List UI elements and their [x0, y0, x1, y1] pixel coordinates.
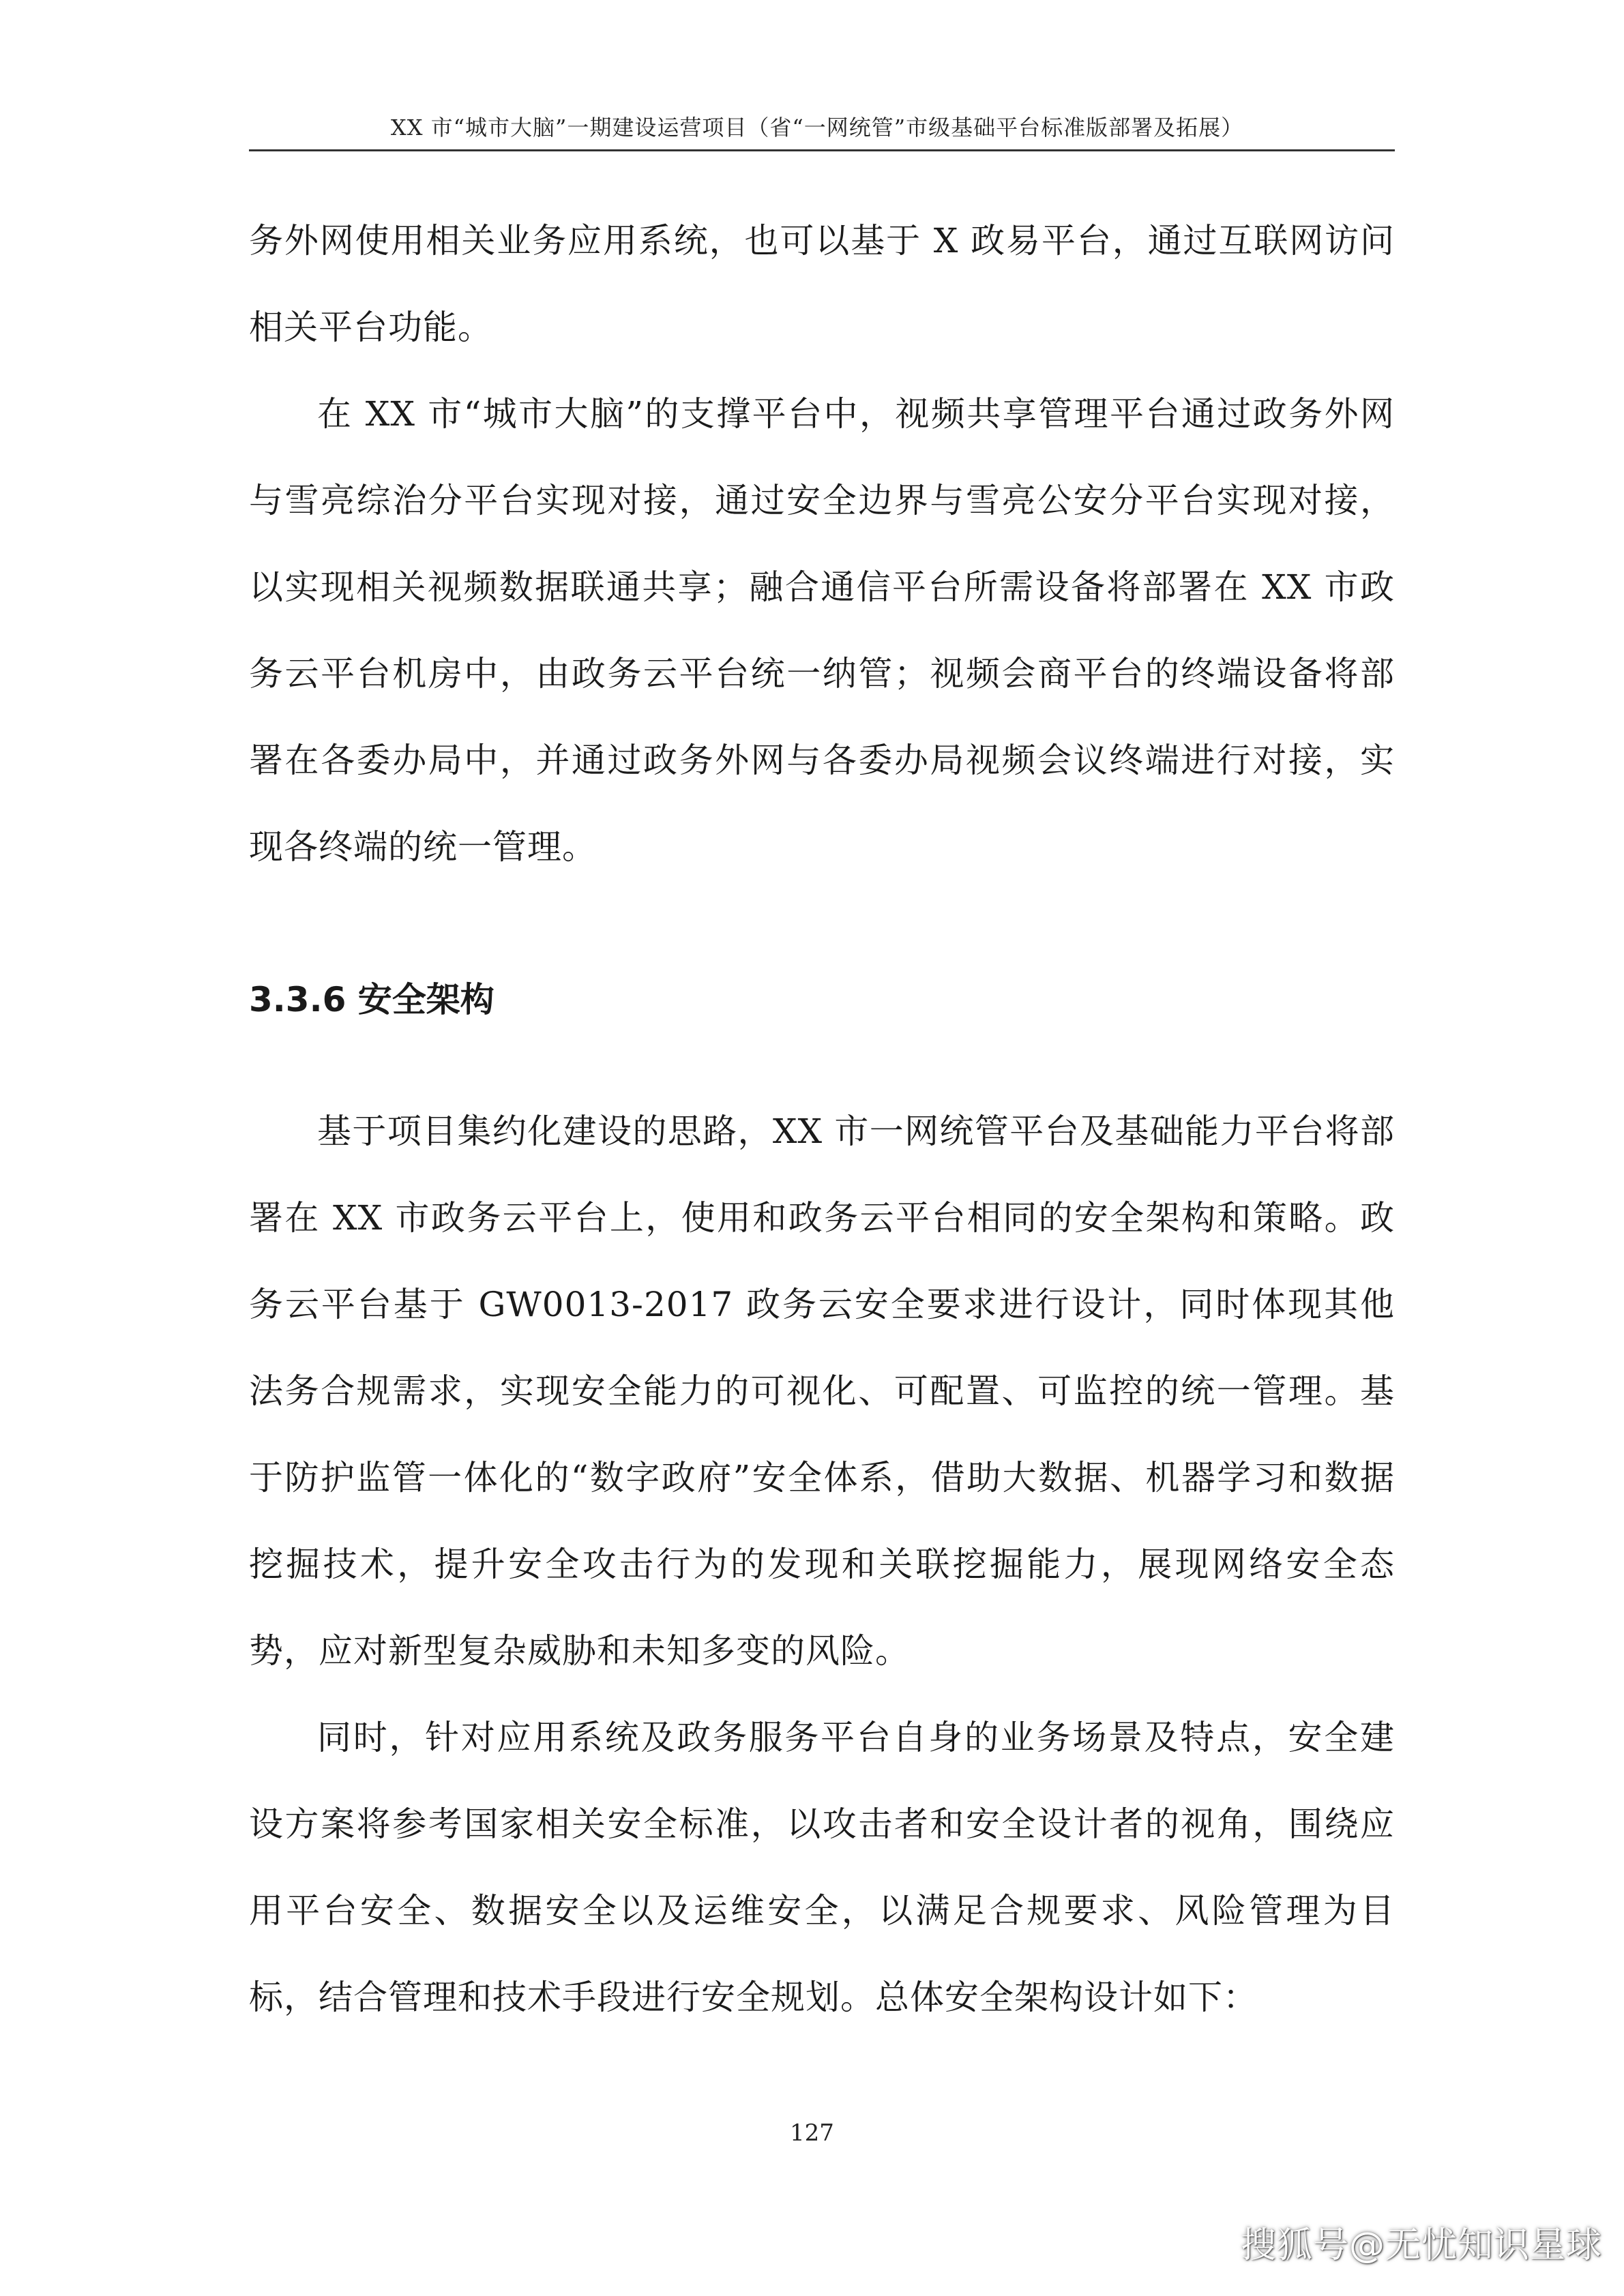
- page-number: 127: [790, 2119, 834, 2147]
- paragraph-continued: 务外网使用相关业务应用系统，也可以基于 X 政易平台，通过互联网访问相关平台功能。: [249, 221, 1395, 347]
- watermark: 搜狐号@无忧知识星球: [1240, 2225, 1602, 2266]
- paragraph-security-planning: 同时，针对应用系统及政务服务平台自身的业务场景及特点，安全建设方案将参考国家相关安全标准，以攻击者和安全设计者的视角，围绕应用平台安全、数据安全以及运维安全，以满足合规要求、风险管理为目标，结合管理和技术手段进行安全规划。总体安全架构设计如下：: [249, 1718, 1395, 2017]
- page-body: [249, 198, 1395, 2041]
- running-header: XX 市“城市大脑”一期建设运营项目（省“一网统管”市级基础平台标准版部署及拓展）: [390, 115, 1244, 140]
- paragraph-platform-integration: 在 XX 市“城市大脑”的支撑平台中，视频共享管理平台通过政务外网与雪亮综治分平台实现对接，通过安全边界与雪亮公安分平台实现对接，以实现相关视频数据联通共享；融合通信平台所需设备将部署在 XX 市政务云平台机房中，由政务云平台统一纳管；视频会商平台的终端设备将部署在各委办局中，并通过政务外网与各委办局视频会议终端进行对接，实现各终端的统一管理。: [249, 394, 1395, 867]
- section-heading: 3.3.6 安全架构: [249, 980, 494, 1019]
- paragraph-security-architecture: 基于项目集约化建设的思路，XX 市一网统管平台及基础能力平台将部署在 XX 市政务云平台上，使用和政务云平台相同的安全架构和策略。政务云平台基于 GW0013-2017 政务云安全要求进行设计，同时体现其他法务合规需求，实现安全能力的可视化、可配置、可监控的统一管理。基于防护监管一体化的“数字政府”安全体系，借助大数据、机器学习和数据挖掘技术，提升安全攻击行为的发现和关联挖掘能力，展现网络安全态势，应对新型复杂威胁和未知多变的风险。: [249, 1112, 1395, 1671]
- header-divider: [249, 149, 1395, 151]
